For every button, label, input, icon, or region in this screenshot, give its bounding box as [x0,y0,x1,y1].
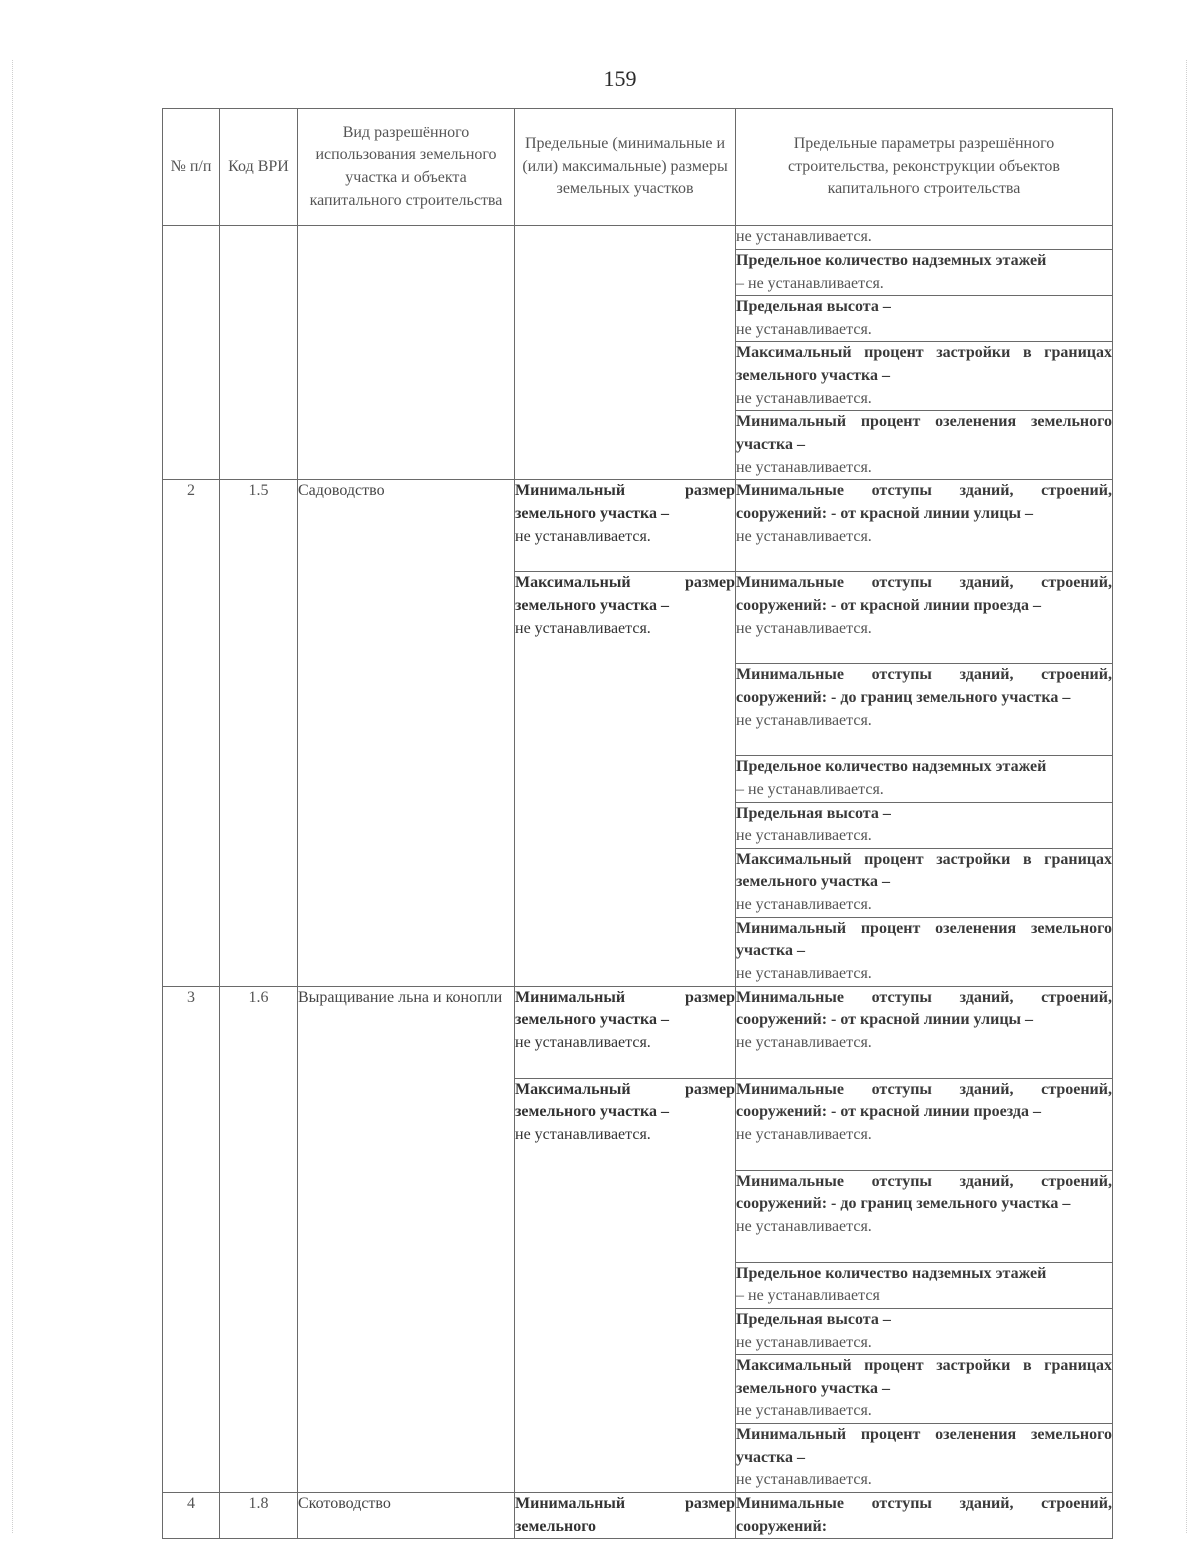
param-cell [736,250,1113,296]
param-label: Минимальный процент озеленения земельного участка – [736,1426,1112,1466]
param-value: – не устанавливается. [736,780,884,798]
param-label: Минимальные отступы зданий, строений, сооружений: - от красной линии улицы – [736,482,1112,522]
param-value: не устанавливается. [736,1402,872,1420]
param-cell [736,411,1113,480]
header-name: Вид разрешённого использования земельного участка и объекта капитального строительства [298,109,515,226]
param-label: Предельная высота – [736,804,891,822]
param-label: Минимальные отступы зданий, строений, сооружений: - до границ земельного участка – [736,1172,1112,1213]
size-value: не устанавливается. [515,619,651,637]
param-cell [736,1170,1113,1262]
param-value: не устанавливается. [736,827,872,845]
param-label: Минимальный процент озеленения земельного участка – [736,413,1112,453]
param-cell [736,1308,1113,1354]
param-cell [736,226,1113,250]
param-label: Максимальный процент застройки в границах земельного участка – [736,344,1112,384]
param-cell [736,1493,1113,1539]
size-label: Максимальный размер земельного участка – [515,574,735,614]
vri-code: 1.8 [220,1493,298,1539]
table-row [163,1493,1113,1539]
param-cell [736,1424,1113,1493]
param-cell [736,1355,1113,1424]
param-value: не устанавливается. [736,1471,872,1489]
param-cell [736,296,1113,342]
land-use-table [162,108,1113,1539]
row-number: 3 [163,986,220,1492]
size-cell [515,480,736,572]
param-label: Минимальные отступы зданий, строений, сооружений: - до границ земельного участка – [736,666,1112,706]
size-cell [515,1078,736,1492]
param-cell [736,1078,1113,1170]
table-row [163,480,1113,572]
empty-cell [220,226,298,480]
param-cell [736,664,1113,756]
param-value: не устанавливается. [736,1333,872,1351]
table-row [163,986,1113,1078]
empty-cell [298,226,515,480]
use-type-name: Садоводство [298,480,515,986]
page-number: 159 [603,66,637,91]
scan-edge-right [1186,60,1187,1533]
param-label: Минимальные отступы зданий, строений, сооружений: - от красной линии улицы – [736,988,1112,1029]
param-value: не устанавливается. [736,320,872,338]
table-row [163,226,1113,250]
param-label: Минимальные отступы зданий, строений, сооружений: - от красной линии проезда – [736,1080,1112,1121]
param-label: Минимальные отступы зданий, строений, сооружений: [736,1495,1112,1535]
empty-cell [515,226,736,480]
param-label: Предельное количество надземных этажей [736,252,1047,269]
param-label: Минимальный процент озеленения земельного участка – [736,919,1112,960]
param-value: не устанавливается. [736,228,872,245]
table-header-row [163,109,1113,226]
header-size: Предельные (минимальные и (или) максимальные) размеры земельных участков [515,109,736,226]
param-cell [736,917,1113,986]
param-value: не устанавливается. [736,895,872,913]
size-value: не устанавливается. [515,1125,651,1143]
param-cell [736,848,1113,917]
param-value: не устанавливается. [736,527,872,545]
param-label: Максимальный процент застройки в границах земельного участка – [736,1357,1112,1397]
size-label: Минимальный размер земельного участка – [515,988,735,1029]
param-value: не устанавливается. [736,964,872,982]
param-value: не устанавливается. [736,1125,872,1143]
empty-cell [163,226,220,480]
param-value: не устанавливается. [736,1217,872,1235]
scan-edge-left [12,60,13,1533]
param-value: не устанавливается. [736,458,872,476]
param-cell [736,986,1113,1078]
param-label: Максимальный процент застройки в границах земельного участка – [736,850,1112,891]
param-value: не устанавливается. [736,389,872,407]
param-cell [736,756,1113,802]
param-label: Предельное количество надземных этажей [736,1264,1047,1282]
size-value: не устанавливается. [515,1033,651,1051]
header-code: Код ВРИ [220,109,298,226]
param-value: – не устанавливается. [736,274,884,292]
size-cell [515,1493,736,1539]
param-label: Предельная высота – [736,1310,891,1328]
param-value: – не устанавливается [736,1287,880,1305]
use-type-name: Выращивание льна и конопли [298,986,515,1492]
use-type-name: Скотоводство [298,1493,515,1539]
size-value: не устанавливается. [515,527,651,545]
param-label: Предельная высота – [736,298,891,316]
header-params: Предельные параметры разрешённого строительства, реконструкции объектов капитального строительства [736,109,1113,226]
param-value: не устанавливается. [736,619,872,637]
vri-code: 1.5 [220,480,298,986]
param-cell [736,572,1113,664]
param-cell [736,802,1113,848]
param-value: не устанавливается. [736,711,872,729]
size-label: Максимальный размер земельного участка – [515,1080,735,1121]
param-cell [736,480,1113,572]
size-cell [515,986,736,1078]
size-label: Минимальный размер земельного участка – [515,482,735,522]
param-label: Предельное количество надземных этажей [736,758,1047,776]
param-cell [736,342,1113,411]
row-number: 2 [163,480,220,986]
header-num: № п/п [163,109,220,226]
param-label: Минимальные отступы зданий, строений, сооружений: - от красной линии проезда – [736,574,1112,614]
size-cell [515,572,736,986]
param-value: не устанавливается. [736,1033,872,1051]
vri-code: 1.6 [220,986,298,1492]
row-number: 4 [163,1493,220,1539]
param-cell [736,1262,1113,1308]
size-label: Минимальный размер земельного [515,1495,735,1535]
